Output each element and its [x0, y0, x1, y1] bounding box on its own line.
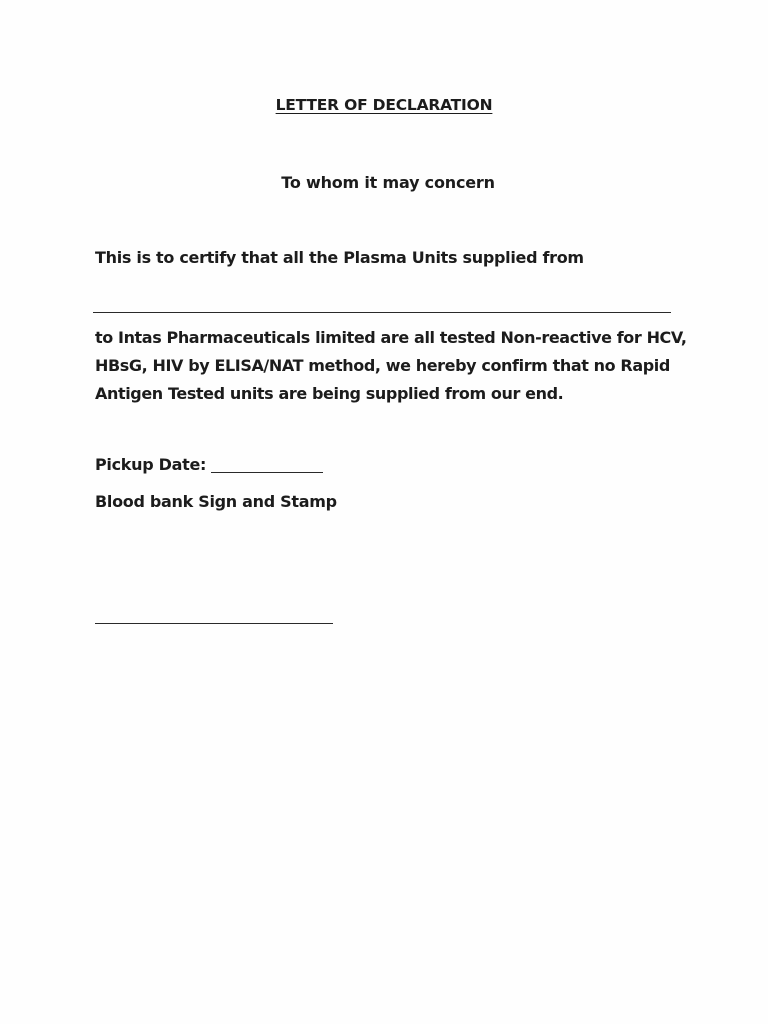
salutation: To whom it may concern	[281, 173, 495, 192]
document-title: LETTER OF DECLARATION	[275, 96, 493, 114]
body-line: to Intas Pharmaceuticals limited are all tested Non-reactive for HCV,	[95, 328, 687, 347]
intro-text: This is to certify that all the Plasma Units supplied from	[95, 248, 584, 267]
body-line: HBsG, HIV by ELISA/NAT method, we hereby confirm that no Rapid	[95, 356, 670, 375]
pickup-date-blank-line	[211, 472, 323, 473]
signature-blank-line	[95, 623, 333, 624]
pickup-date-row	[95, 455, 323, 474]
supplier-name-blank-line	[93, 312, 671, 313]
pickup-date-label: Pickup Date:	[95, 455, 207, 474]
body-line: Antigen Tested units are being supplied from our end.	[95, 384, 564, 403]
sign-and-stamp-label: Blood bank Sign and Stamp	[95, 492, 337, 511]
declaration-body	[95, 324, 695, 408]
